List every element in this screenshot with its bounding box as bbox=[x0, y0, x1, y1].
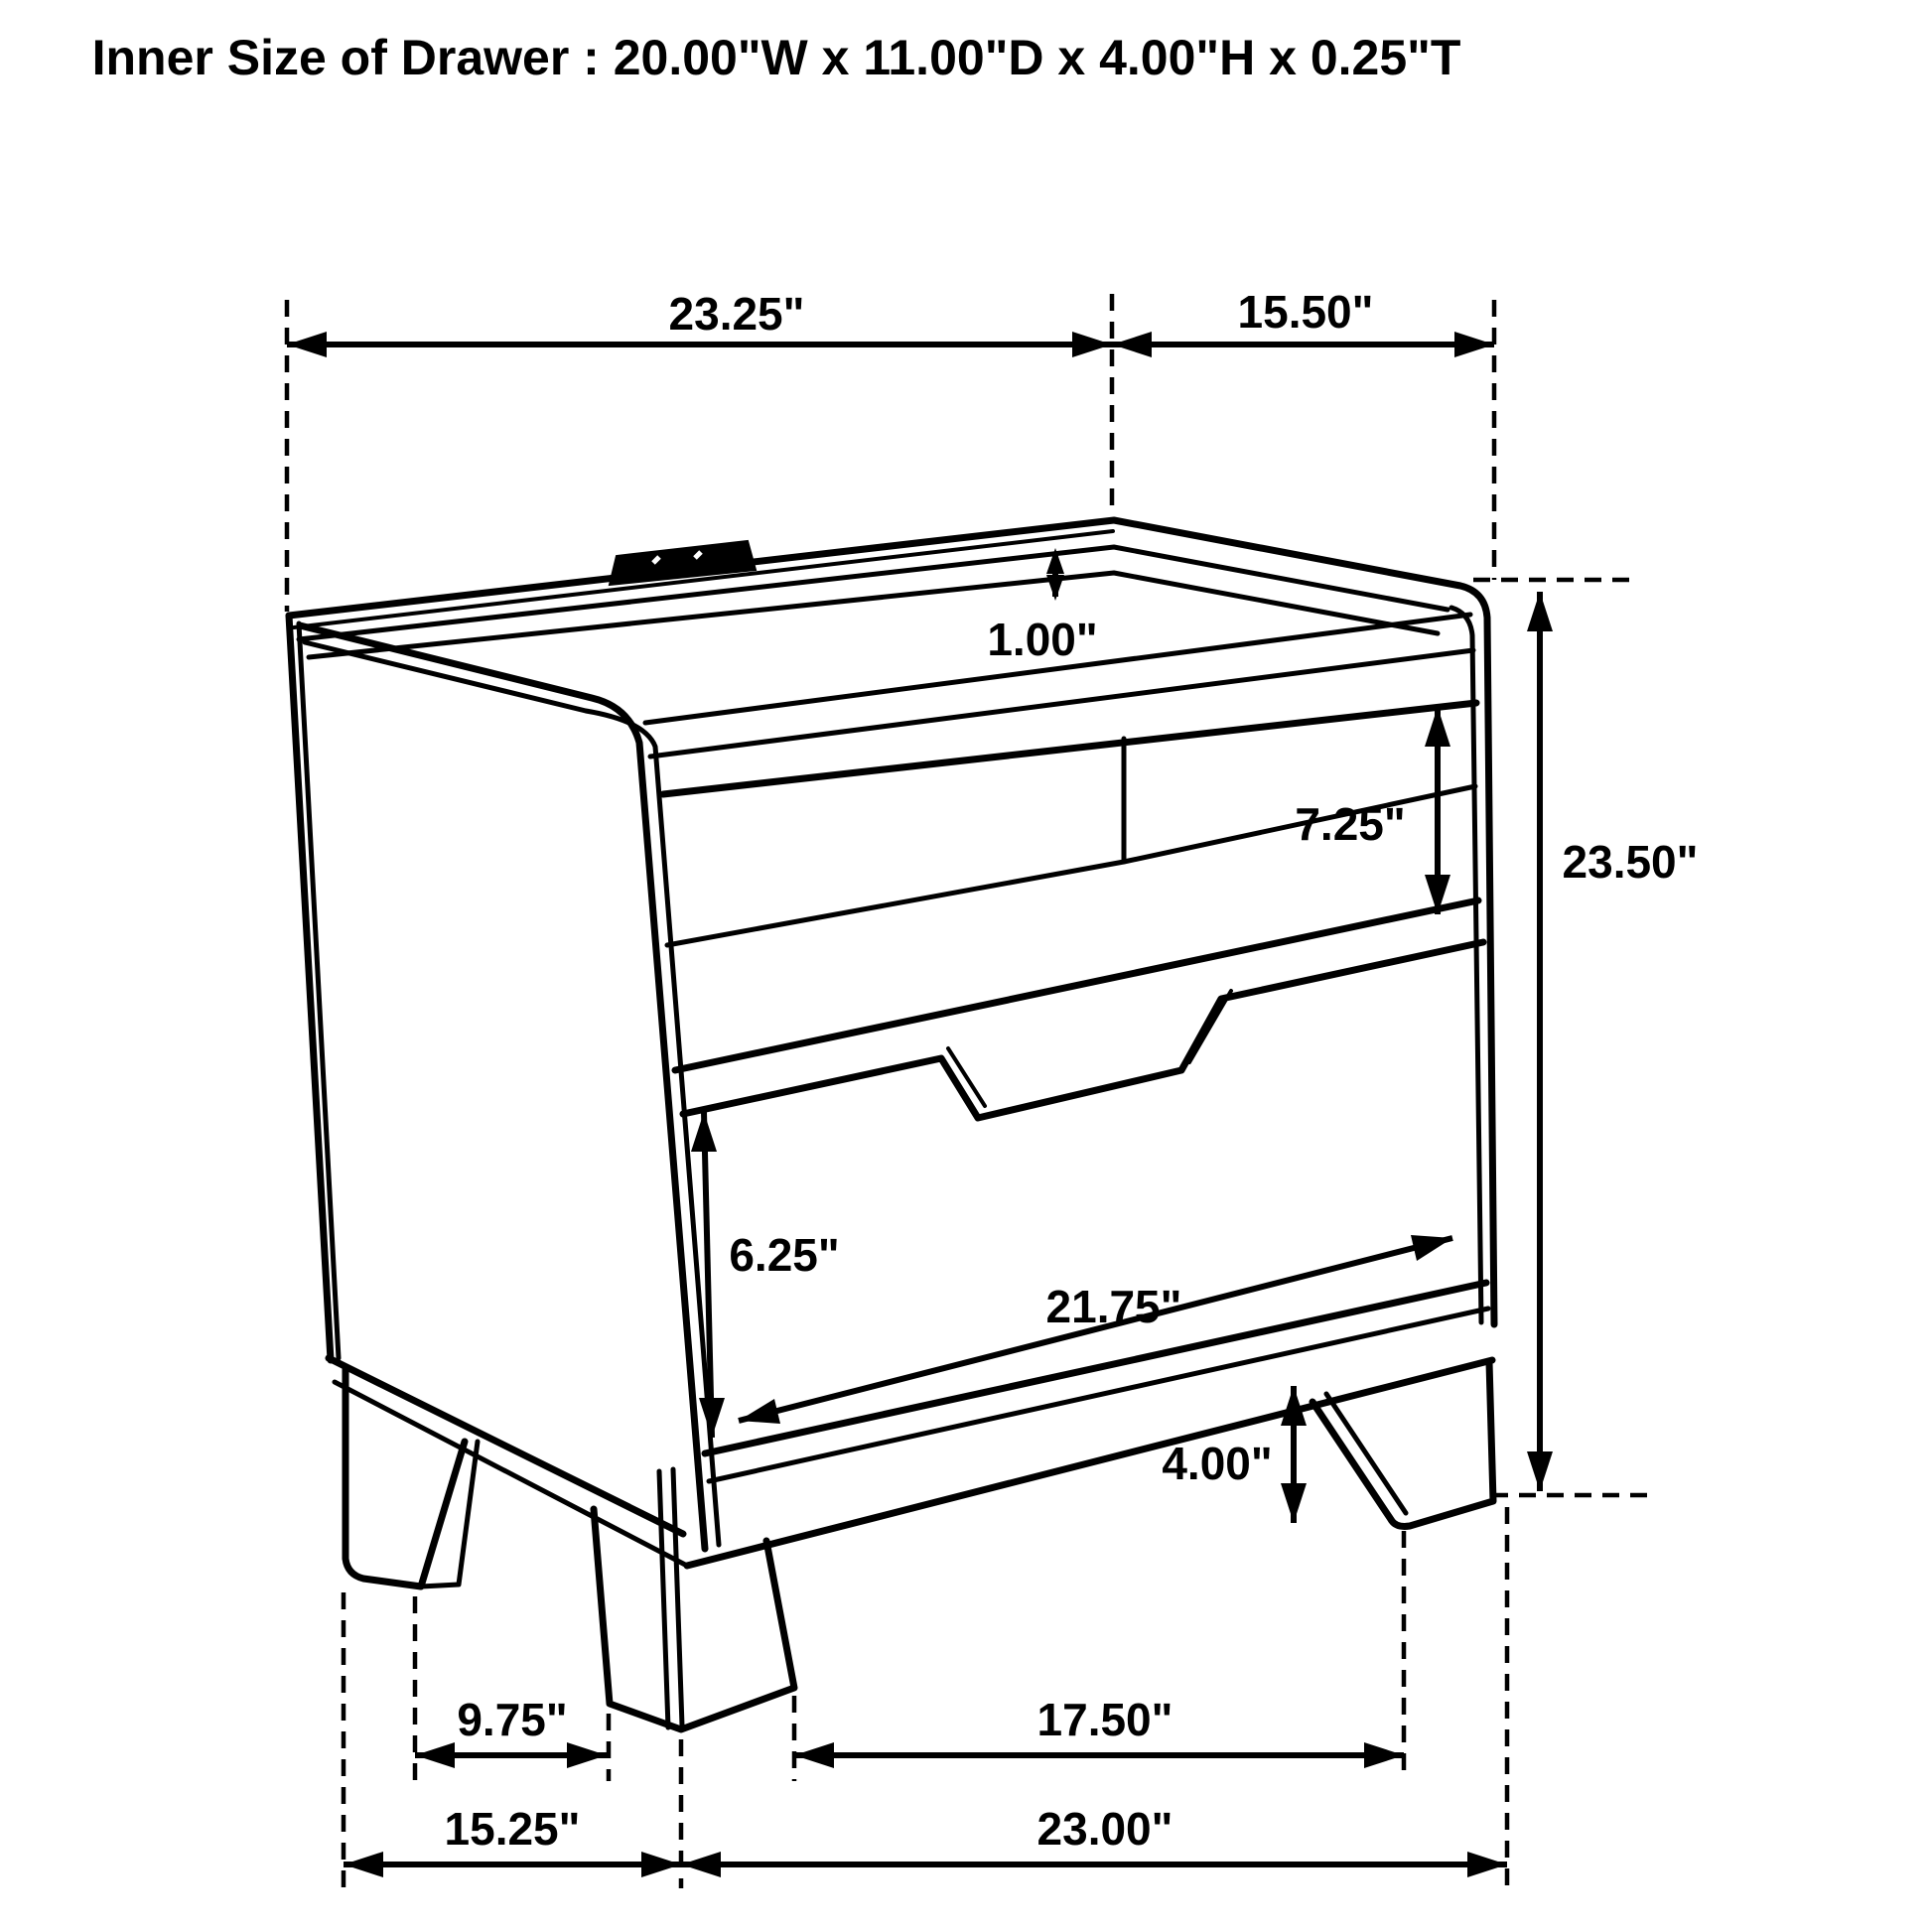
side-apron-bottom bbox=[335, 1382, 687, 1566]
dim-label-top-depth: 15.50" bbox=[1237, 286, 1374, 338]
dimension-top-depth bbox=[1112, 286, 1494, 357]
dimension-front-leg-spacing bbox=[794, 1694, 1404, 1768]
dimension-side-leg-spacing bbox=[415, 1694, 607, 1768]
side-panel-back-edge-inner bbox=[299, 623, 339, 1358]
front-left-edge-outer bbox=[300, 625, 705, 1549]
dim-label-leg-height: 4.00" bbox=[1162, 1438, 1273, 1489]
dimension-leg-height bbox=[1162, 1386, 1307, 1523]
dimension-base-width bbox=[681, 1803, 1507, 1877]
extension-lines bbox=[287, 294, 1654, 1888]
dim-label-drawer-front-height: 6.25" bbox=[729, 1229, 840, 1281]
dim-label-drawer-front-width: 21.75" bbox=[1045, 1281, 1182, 1332]
front-left-leg bbox=[594, 1509, 794, 1729]
dim-label-open-shelf-height: 7.25" bbox=[1295, 798, 1406, 850]
dimension-open-shelf-height bbox=[1295, 707, 1450, 914]
right-corner-inner-edge bbox=[1451, 608, 1481, 1322]
dimension-top-width bbox=[287, 288, 1112, 357]
front-left-edge-inner bbox=[305, 642, 719, 1545]
drawer-bottom-edge-inner bbox=[709, 1309, 1488, 1481]
dim-label-overall-height: 23.50" bbox=[1562, 836, 1699, 888]
drawing-title: Inner Size of Drawer : 20.00"W x 11.00"D x 4.00"H x 0.25"T bbox=[91, 30, 1461, 85]
power-strip bbox=[610, 541, 756, 585]
drawer-top-edge bbox=[683, 942, 1483, 1118]
dim-label-base-width: 23.00" bbox=[1036, 1803, 1173, 1855]
side-panel-back-edge bbox=[289, 616, 331, 1360]
front-right-leg-inner-edge bbox=[1326, 1394, 1406, 1513]
top-surface-edge bbox=[309, 573, 1438, 657]
dimension-overall-height bbox=[1527, 592, 1698, 1491]
side-apron-top bbox=[329, 1358, 683, 1534]
dimension-annotations bbox=[287, 286, 1698, 1877]
dimension-side-leg-span bbox=[344, 1803, 681, 1877]
front-left-leg-corner-edge bbox=[659, 1469, 682, 1727]
dim-label-side-leg-span: 15.25" bbox=[444, 1803, 581, 1855]
dim-label-front-leg-spacing: 17.50" bbox=[1036, 1694, 1173, 1745]
dim-label-top-width: 23.25" bbox=[668, 288, 805, 340]
front-right-leg bbox=[1312, 1362, 1493, 1526]
shelf-opening-top bbox=[663, 703, 1476, 794]
nightstand-sketch bbox=[289, 520, 1494, 1729]
dimension-drawer-front-height bbox=[691, 1112, 840, 1438]
dim-label-top-lip-height: 1.00" bbox=[987, 614, 1098, 665]
shelf-floor-front-edge bbox=[675, 900, 1478, 1070]
rear-left-leg bbox=[345, 1368, 465, 1587]
dimension-top-lip-height bbox=[987, 548, 1097, 665]
dim-label-side-leg-spacing: 9.75" bbox=[457, 1694, 568, 1745]
